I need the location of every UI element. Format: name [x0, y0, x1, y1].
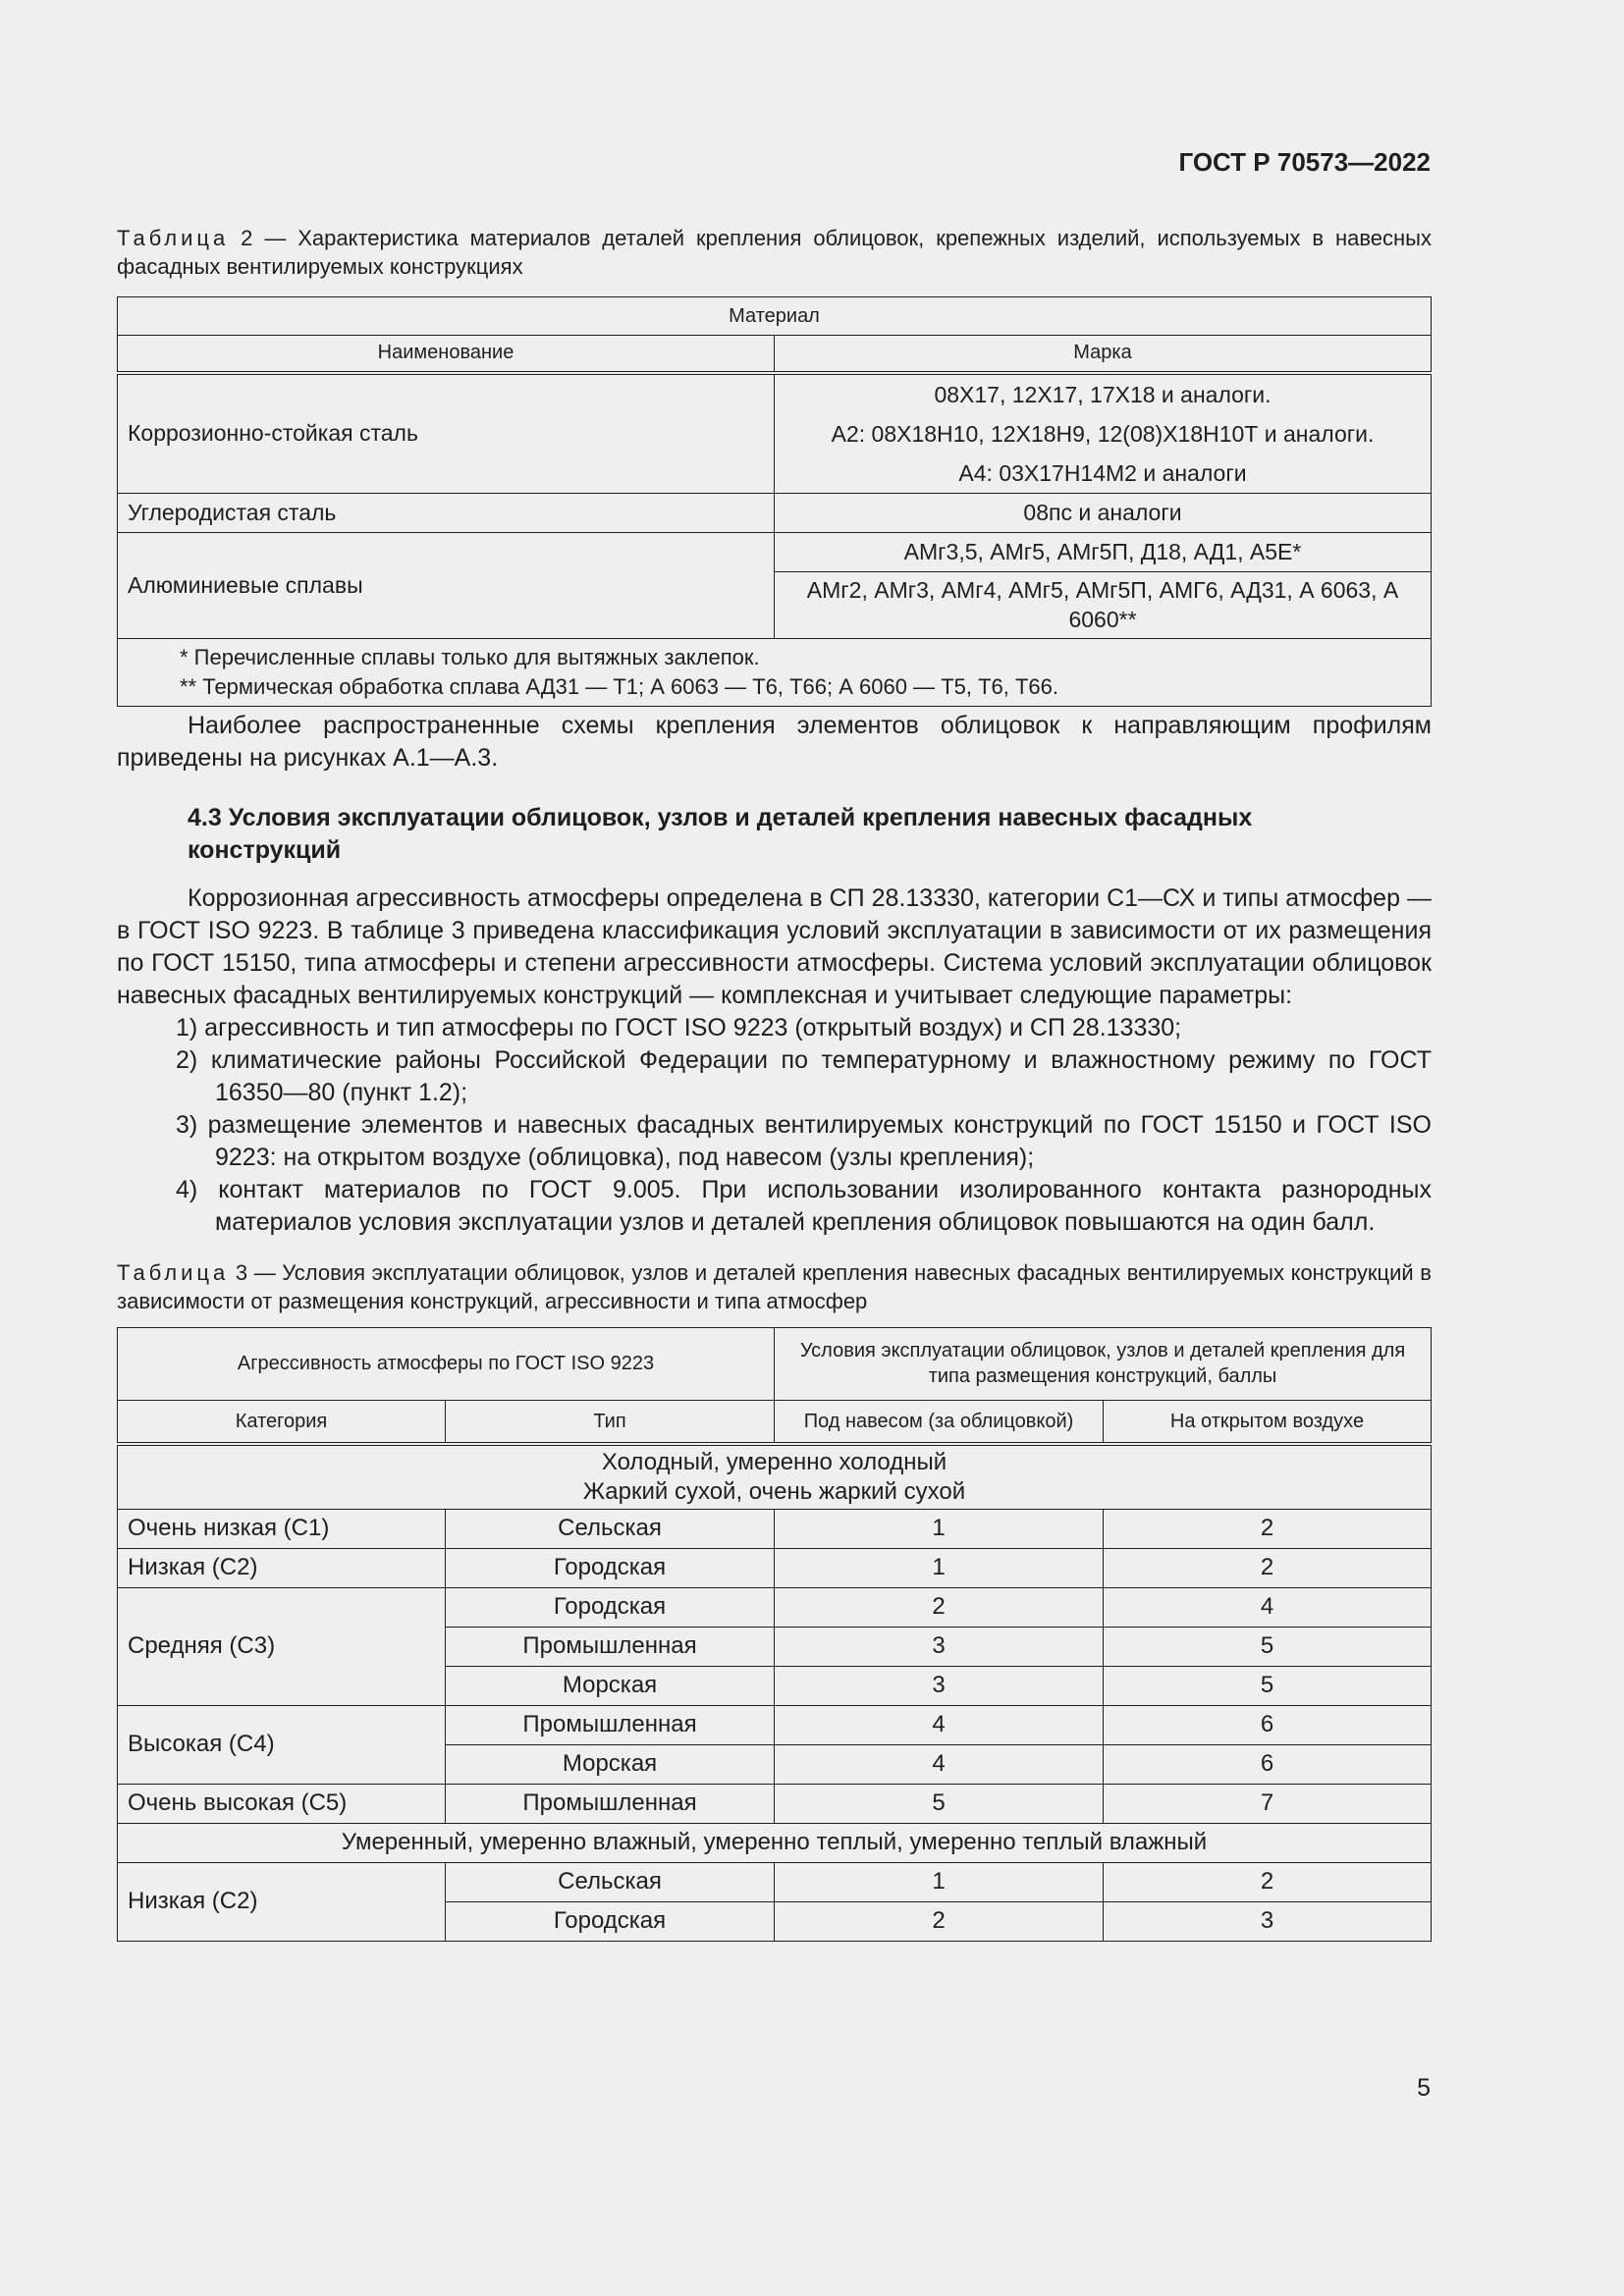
page-number: 5 — [1417, 2074, 1431, 2102]
note: * Перечисленные сплавы только для вытяжных заклепок. — [180, 644, 760, 669]
category-cell: Низкая (С2) — [118, 1548, 446, 1587]
type-cell: Промышленная — [446, 1705, 775, 1744]
type-cell: Городская — [446, 1587, 775, 1627]
type-cell: Промышленная — [446, 1627, 775, 1666]
material-grades: АМг3,5, АМг5, АМг5П, Д18, АД1, А5Е* — [775, 532, 1432, 571]
type-cell: Сельская — [446, 1509, 775, 1548]
open-air-score: 2 — [1104, 1548, 1432, 1587]
open-air-score: 6 — [1104, 1705, 1432, 1744]
table2-caption-label: Таблица — [117, 226, 230, 250]
material-name: Коррозионно-стойкая сталь — [118, 373, 775, 494]
under-canopy-score: 2 — [775, 1587, 1104, 1627]
type-cell: Городская — [446, 1901, 775, 1941]
document-id: ГОСТ Р 70573—2022 — [1178, 147, 1431, 177]
conditions-table — [117, 1327, 1432, 1942]
material-name: Углеродистая сталь — [118, 493, 775, 532]
category-cell: Очень низкая (С1) — [118, 1509, 446, 1548]
type-cell: Морская — [446, 1666, 775, 1705]
open-air-score: 5 — [1104, 1666, 1432, 1705]
header-name: Наименование — [118, 336, 775, 373]
under-canopy-score: 1 — [775, 1862, 1104, 1901]
list-item: 1) агрессивность и тип атмосферы по ГОСТ ISO 9223 (открытый воздух) и СП 28.13330; — [176, 1013, 1182, 1041]
header-under-canopy: Под навесом (за облицовкой) — [775, 1400, 1104, 1444]
list-item: 2) климатические районы Российской Федерации по температурному и влажностному режиму по ГОСТ 16350—80 (пункт 1.2); — [176, 1045, 1432, 1106]
section-title: 4.3 Условия эксплуатации облицовок, узлов и деталей крепления навесных фасадных конструкций — [188, 803, 1253, 864]
climate-group-title: Умеренный, умеренно влажный, умеренно теплый, умеренно теплый влажный — [118, 1823, 1432, 1862]
list-item: 3) размещение элементов и навесных фасадных вентилируемых конструкций по ГОСТ 15150 и ГОСТ ISO 9223: на открытом воздухе (облицовка), под навесом (узлы крепления); — [176, 1110, 1432, 1171]
note: ** Термическая обработка сплава АД31 — Т1; А 6063 — Т6, Т66; А 6060 — Т5, Т6, Т66. — [180, 673, 1059, 699]
header-aggressiveness: Агрессивность атмосферы по ГОСТ ISO 9223 — [118, 1327, 775, 1400]
under-canopy-score: 3 — [775, 1666, 1104, 1705]
table2-caption-text: 2 — Характеристика материалов деталей крепления облицовок, крепежных изделий, используемых в навесных фасадных вентилируемых конструкциях — [117, 226, 1432, 279]
under-canopy-score: 2 — [775, 1901, 1104, 1941]
grade-line: А2: 08Х18Н10, 12Х18Н9, 12(08)Х18Н10Т и аналоги. — [831, 420, 1375, 447]
table2-notes — [118, 638, 1432, 706]
under-canopy-score: 4 — [775, 1705, 1104, 1744]
material-grades — [775, 373, 1432, 494]
header-open-air: На открытом воздухе — [1104, 1400, 1432, 1444]
table3-caption-label: Таблица — [117, 1259, 230, 1285]
category-cell: Высокая (С4) — [118, 1705, 446, 1784]
climate-group-title: Холодный, умеренно холодный Жаркий сухой, очень жаркий сухой — [118, 1444, 1432, 1509]
table2-caption — [117, 224, 1432, 281]
open-air-score: 2 — [1104, 1862, 1432, 1901]
under-canopy-score: 5 — [775, 1784, 1104, 1823]
material-grades: 08пс и аналоги — [775, 493, 1432, 532]
type-cell: Сельская — [446, 1862, 775, 1901]
under-canopy-score: 1 — [775, 1548, 1104, 1587]
materials-table — [117, 296, 1432, 707]
paragraph-schemes: Наиболее распространенные схемы крепления элементов облицовок к направляющим профилям приведены на рисунках А.1—А.3. — [117, 711, 1432, 772]
material-grades: АМг2, АМг3, АМг4, АМг5, АМг5П, АМГ6, АД31, А 6063, А 6060** — [775, 571, 1432, 638]
header-category: Категория — [118, 1400, 446, 1444]
open-air-score: 4 — [1104, 1587, 1432, 1627]
paragraph-corrosion: Коррозионная агрессивность атмосферы определена в СП 28.13330, категории С1—СХ и типы атмосфер — в ГОСТ ISO 9223. В таблице 3 приведена классификация условий эксплуатации в зависимости от их размещения по ГОСТ 15150, типа атмосферы и степени агрессивности атмосферы. Система условий эксплуатации облицовок навесных фасадных вентилируемых конструкций — комплексная и учитывает следующие параметры: — [117, 883, 1432, 1009]
category-cell: Очень высокая (С5) — [118, 1784, 446, 1823]
type-cell: Морская — [446, 1744, 775, 1784]
category-cell: Низкая (С2) — [118, 1862, 446, 1941]
open-air-score: 5 — [1104, 1627, 1432, 1666]
parameters-list — [117, 1012, 1432, 1239]
header-type: Тип — [446, 1400, 775, 1444]
type-cell: Промышленная — [446, 1784, 775, 1823]
open-air-score: 2 — [1104, 1509, 1432, 1548]
grade-line: 08Х17, 12Х17, 17Х18 и аналоги. — [934, 381, 1272, 407]
under-canopy-score: 4 — [775, 1744, 1104, 1784]
open-air-score: 3 — [1104, 1901, 1432, 1941]
table3-caption-text: 3 — Условия эксплуатации облицовок, узлов и деталей крепления навесных фасадных вентилируемых конструкций в зависимости от размещения конструкций, агрессивности и типа атмосфер — [117, 1259, 1432, 1313]
type-cell: Городская — [446, 1548, 775, 1587]
list-item: 4) контакт материалов по ГОСТ 9.005. При использовании изолированного контакта разнородных материалов условия эксплуатации узлов и деталей крепления облицовок повышаются на один балл. — [176, 1175, 1432, 1236]
open-air-score: 6 — [1104, 1744, 1432, 1784]
header-conditions: Условия эксплуатации облицовок, узлов и деталей крепления для типа размещения конструкций, баллы — [775, 1327, 1432, 1400]
open-air-score: 7 — [1104, 1784, 1432, 1823]
header-material: Материал — [118, 297, 1432, 336]
table3-caption — [117, 1258, 1432, 1315]
page-content — [117, 224, 1432, 1942]
under-canopy-score: 1 — [775, 1509, 1104, 1548]
under-canopy-score: 3 — [775, 1627, 1104, 1666]
material-name: Алюминиевые сплавы — [118, 532, 775, 638]
grade-line: А4: 03Х17Н14М2 и аналоги — [958, 459, 1247, 486]
category-cell: Средняя (С3) — [118, 1587, 446, 1705]
header-grade: Марка — [775, 336, 1432, 373]
